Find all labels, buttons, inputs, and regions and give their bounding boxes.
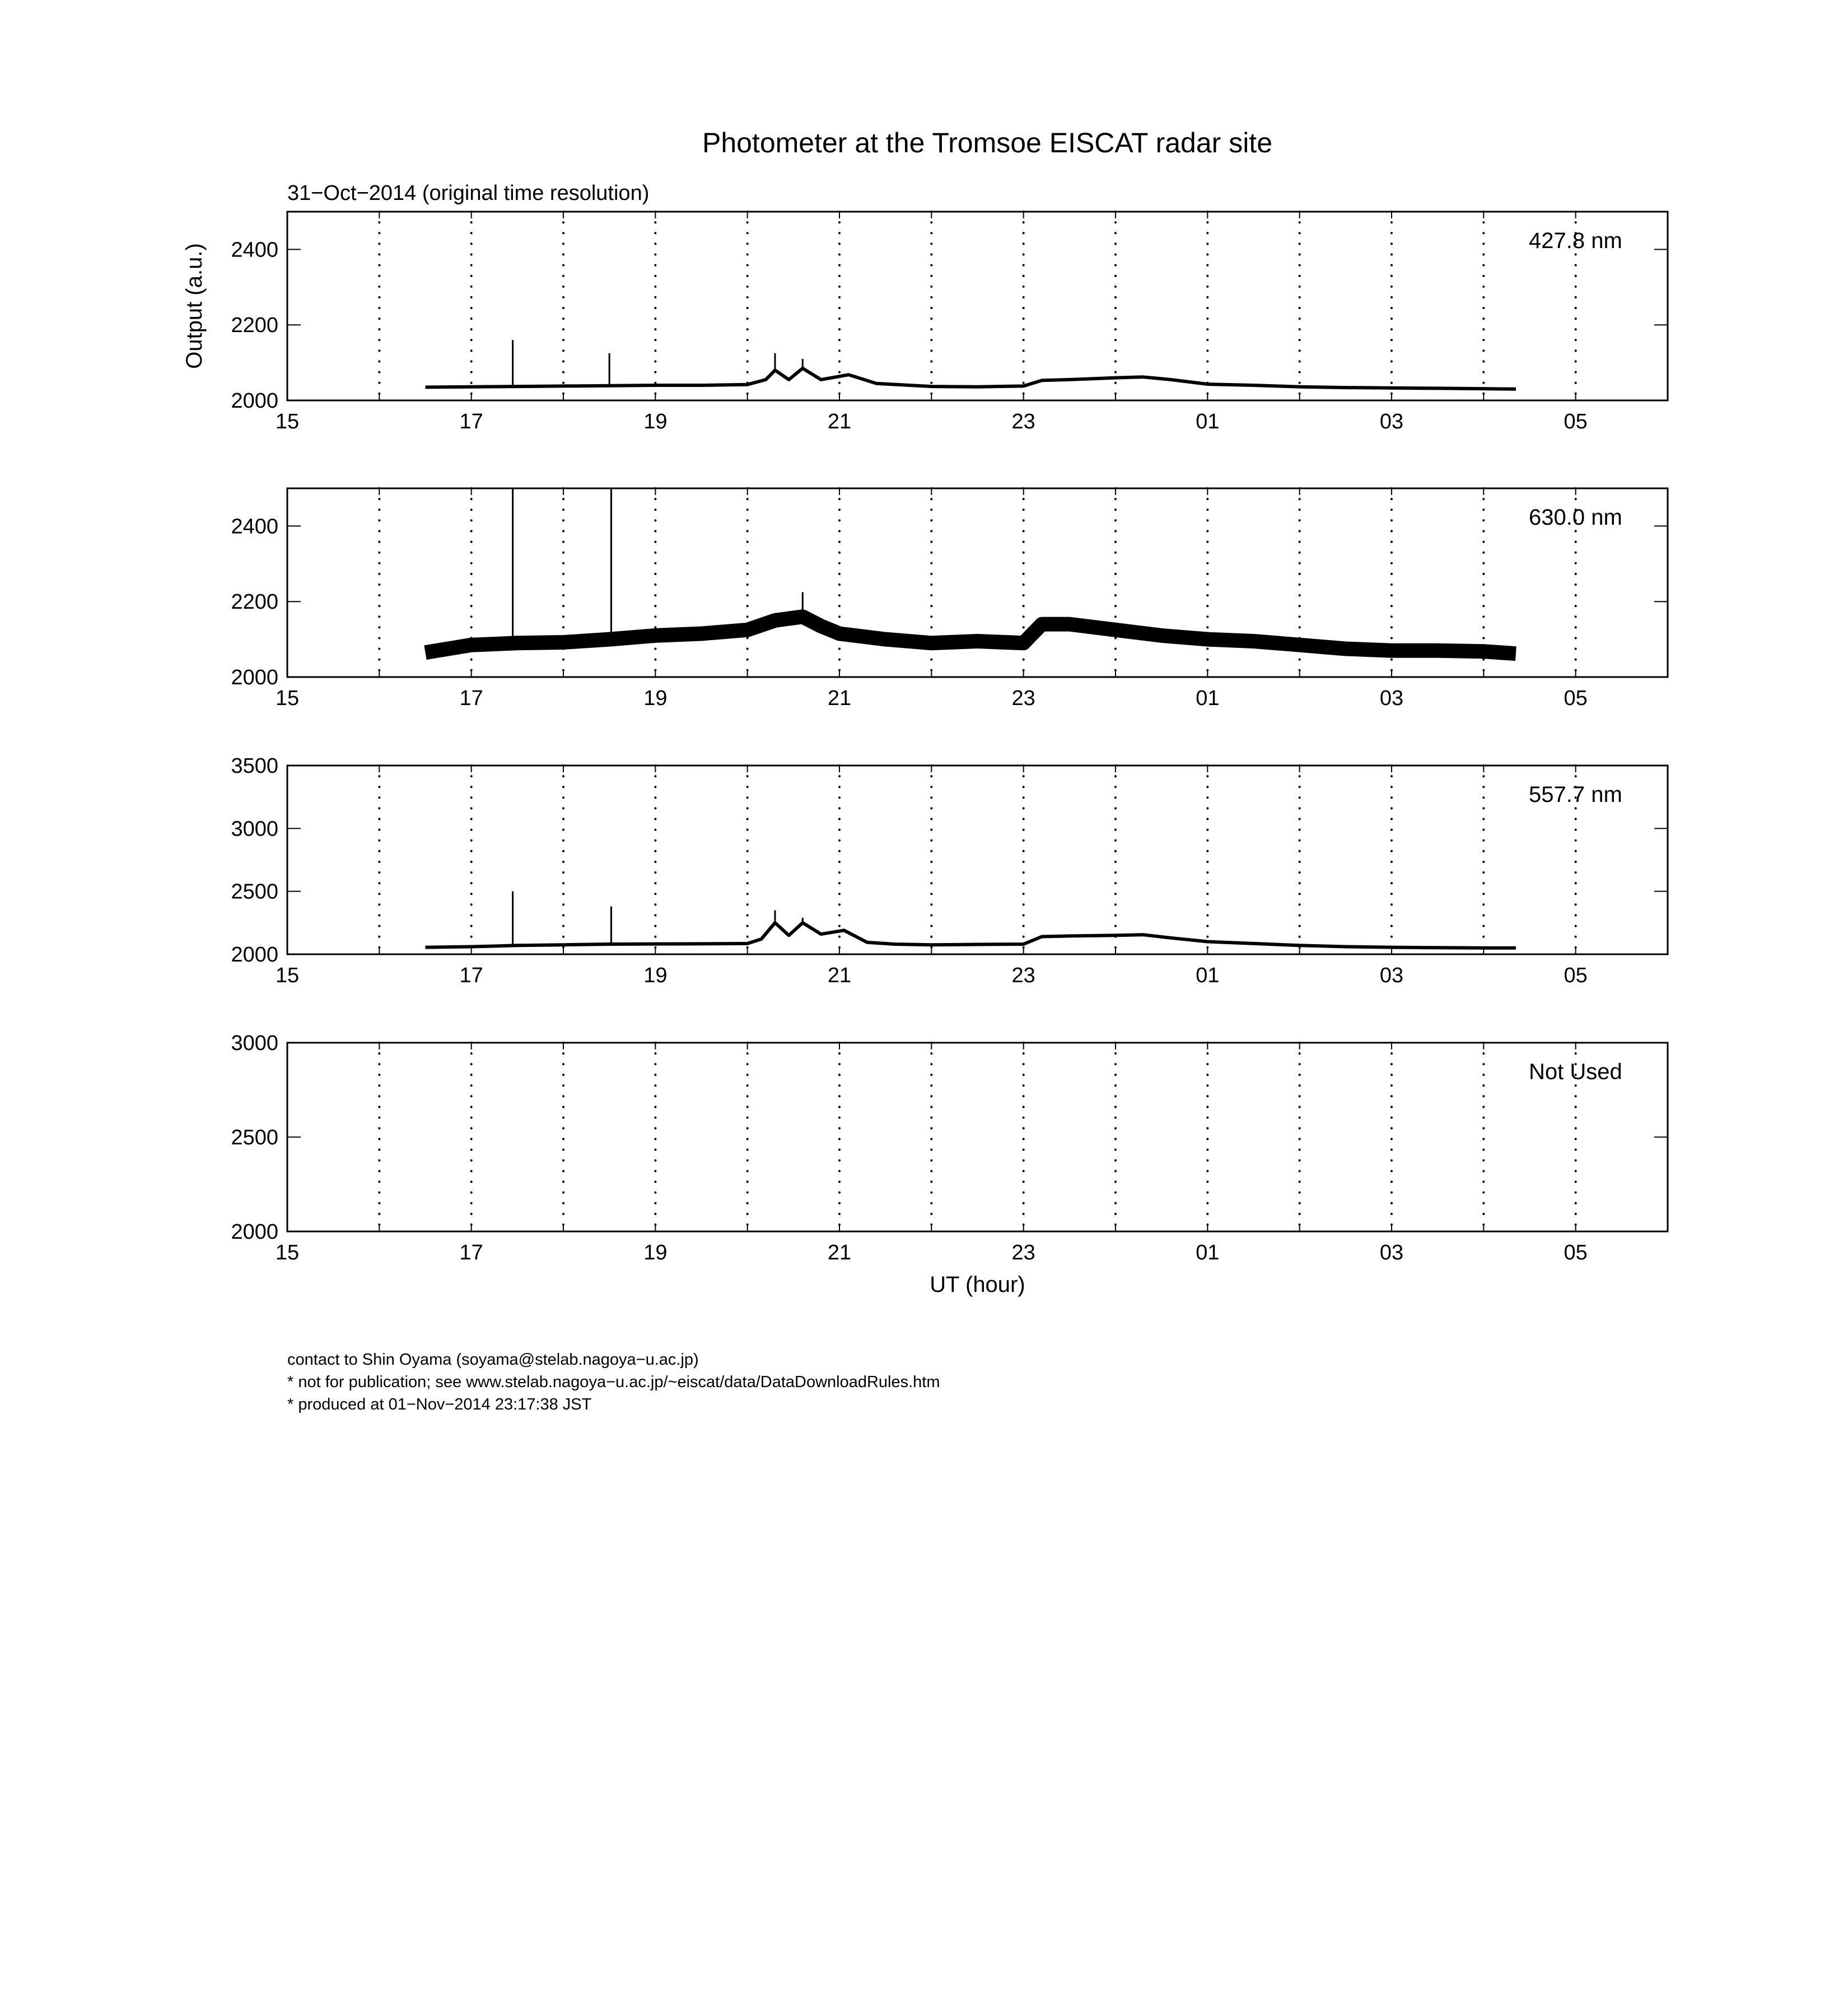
panel-3 <box>231 754 1668 987</box>
x-tick-label: 19 <box>643 1241 668 1264</box>
y-tick-label: 2000 <box>231 389 278 413</box>
x-tick-label: 15 <box>275 687 300 710</box>
panel-1 <box>182 212 1668 433</box>
x-tick-label: 23 <box>1011 1241 1035 1264</box>
panel-2 <box>231 488 1668 710</box>
channel-label: Not Used <box>1529 1060 1622 1084</box>
channel-label: 630.0 nm <box>1529 505 1622 530</box>
x-tick-label: 05 <box>1564 410 1588 433</box>
plot-frame <box>287 212 1668 400</box>
x-tick-label: 21 <box>827 687 852 710</box>
y-tick-label: 3500 <box>231 754 278 778</box>
y-tick-label: 2500 <box>231 880 278 904</box>
x-tick-label: 05 <box>1564 687 1588 710</box>
footer-notes <box>287 1348 940 1416</box>
y-axis-label: Output (a.u.) <box>182 243 207 369</box>
panel-4 <box>231 1032 1668 1297</box>
x-tick-label: 15 <box>275 410 300 433</box>
plot-frame <box>287 766 1668 954</box>
y-tick-label: 2200 <box>231 590 278 614</box>
x-tick-label: 19 <box>643 410 668 433</box>
x-tick-label: 21 <box>827 964 852 987</box>
y-tick-label: 2500 <box>231 1126 278 1150</box>
x-tick-label: 15 <box>275 964 300 987</box>
y-tick-label: 2000 <box>231 1220 278 1244</box>
series-line <box>426 923 1516 948</box>
x-tick-label: 17 <box>459 687 483 710</box>
x-tick-label: 01 <box>1196 964 1220 987</box>
x-tick-label: 01 <box>1196 410 1220 433</box>
x-tick-label: 19 <box>643 964 668 987</box>
y-tick-label: 2400 <box>231 238 278 262</box>
x-tick-label: 05 <box>1564 1241 1588 1264</box>
x-tick-label: 21 <box>827 410 852 433</box>
y-tick-label: 2000 <box>231 943 278 967</box>
x-tick-label: 01 <box>1196 687 1220 710</box>
x-tick-label: 03 <box>1379 687 1404 710</box>
chart-title: Photometer at the Tromsoe EISCAT radar site <box>702 127 1273 158</box>
channel-label: 427.8 nm <box>1529 228 1622 253</box>
y-tick-label: 2000 <box>231 666 278 689</box>
channel-label: 557.7 nm <box>1529 782 1622 807</box>
x-tick-label: 03 <box>1379 410 1404 433</box>
x-tick-label: 21 <box>827 1241 852 1264</box>
footer-contact: contact to Shin Oyama (soyama@stelab.nagoya−u.ac.jp) <box>287 1351 699 1369</box>
x-tick-label: 15 <box>275 1241 300 1264</box>
x-tick-label: 17 <box>459 964 483 987</box>
x-axis-label: UT (hour) <box>930 1272 1025 1297</box>
y-tick-label: 2400 <box>231 515 278 539</box>
x-tick-label: 01 <box>1196 1241 1220 1264</box>
plot-frame <box>287 1043 1668 1231</box>
footer-produced-time: * produced at 01−Nov−2014 23:17:38 JST <box>287 1396 592 1413</box>
x-tick-label: 19 <box>643 687 668 710</box>
y-tick-label: 3000 <box>231 1032 278 1055</box>
x-tick-label: 05 <box>1564 964 1588 987</box>
x-tick-label: 23 <box>1011 687 1035 710</box>
x-tick-label: 17 <box>459 410 483 433</box>
y-tick-label: 3000 <box>231 817 278 841</box>
y-tick-label: 2200 <box>231 314 278 338</box>
x-tick-label: 17 <box>459 1241 483 1264</box>
x-tick-label: 03 <box>1379 964 1404 987</box>
x-tick-label: 23 <box>1011 964 1035 987</box>
chart-subtitle: 31−Oct−2014 (original time resolution) <box>287 181 650 205</box>
footer-publication-note: * not for publication; see www.stelab.nagoya−u.ac.jp/~eiscat/data/DataDownloadRules.htm <box>287 1373 940 1391</box>
x-tick-label: 23 <box>1011 410 1035 433</box>
x-tick-label: 03 <box>1379 1241 1404 1264</box>
